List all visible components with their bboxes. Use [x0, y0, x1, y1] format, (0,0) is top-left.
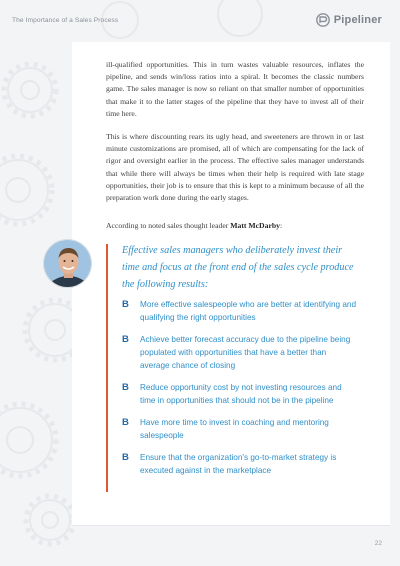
logo-text: Pipeliner [333, 14, 382, 26]
bullet-marker: B [122, 334, 129, 345]
quote-rule [106, 244, 108, 492]
attribution-name: Matt McDarby [230, 221, 280, 230]
results-list [122, 298, 358, 486]
list-item [122, 333, 358, 372]
page-header [0, 0, 400, 42]
list-item [122, 451, 358, 477]
attribution-suffix: : [280, 221, 283, 230]
bullet-marker: B [122, 299, 129, 310]
list-item [122, 416, 358, 442]
pipeliner-logo-icon [316, 13, 330, 27]
author-avatar [43, 239, 92, 288]
list-item-text: Reduce opportunity cost by not investing resources and time in opportunities that should not be in the pipeline [140, 383, 342, 405]
list-item-text: Ensure that the organization's go-to-market strategy is executed against in the marketplace [140, 453, 337, 475]
pull-quote: Effective sales managers who deliberately invest their time and focus at the front end of the sales cycle produce the following results: [122, 245, 354, 290]
pipeliner-logo [316, 13, 382, 27]
list-item-text: Achieve better forecast accuracy due to the pipeline being populated with opportunities that have a better than average chance of closing [140, 335, 351, 370]
bullet-marker: B [122, 382, 129, 393]
bullet-marker: B [122, 452, 129, 463]
list-item [122, 298, 358, 324]
page-number: 22 [374, 540, 382, 547]
paragraph-1: ill-qualified opportunities. This in turn wastes valuable resources, inflates the pipeline, and sends win/loss ratios into a spiral. It becomes the classic numbers game. The sales manager is now so reliant on that smaller number of opportunities that make it to the latter stages of the pipeline that they have to invest all of their time here. [106, 60, 364, 118]
bullet-marker: B [122, 417, 129, 428]
list-item-text: More effective salespeople who are better at identifying and qualifying the right opportunities [140, 300, 357, 322]
attribution-line [106, 220, 364, 232]
list-item [122, 381, 358, 407]
person-portrait-icon [44, 240, 92, 288]
attribution-prefix: According to noted sales thought leader [106, 221, 231, 230]
header-title: The Importance of a Sales Process [12, 17, 119, 24]
list-item-text: Have more time to invest in coaching and mentoring salespeople [140, 418, 329, 440]
paragraph-2: This is where discounting rears its ugly head, and sweeteners are thrown in or last minute customizations are promised, all of which are compensating for the lack of rigor and oversight earlier in the process. The effective sales manager understands that while there will always be times when their help is required with late stage opportunities, their job is to ensure that this is kept to a minimum because of all the preparation work done during the early stages. [106, 132, 364, 203]
